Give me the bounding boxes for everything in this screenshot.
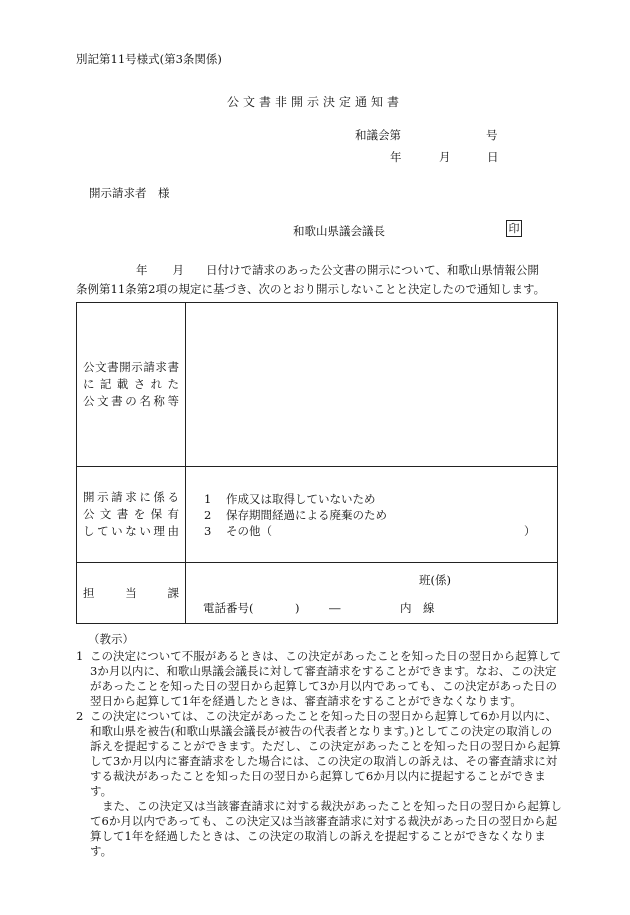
reason-item[interactable]: 1 作成又は取得していないため [204,491,376,506]
body-text-a: 日付けで請求のあった公文書の開示について、和歌山県情報公開 [206,263,539,277]
phone-dash: ― [329,601,341,615]
reason-label: 開示請求に係る 公文書を保有 していない理由 [77,467,186,563]
date-year: 年 [390,150,402,164]
table-row-reason [77,467,558,563]
note-item: 2 この決定については、この決定があったことを知った日の翌日から起算して6か月以内に、和歌山県を被告(和歌山県議会議長が被告の代表者となります。)としてこの決定の取消しの訴えを提起することができます。ただし、この決定があったことを知った日の翌日から起算して3か月以内に審査請求をした場合には、この決定の取消しの訴えは、その審査請求に対する裁決があったことを知った日の翌日から起算して6か月以内に提起することができます。 [76,709,561,798]
body-month: 月 [172,263,184,277]
reason-item[interactable]: 2 保存期間経過による廃棄のため [204,507,387,522]
section-label: 班(係) [419,573,451,587]
body-text-b: 条例第11条第2項の規定に基づき、次のとおり開示しないことと決定したので通知します。 [76,282,546,296]
instruction-notes [76,632,562,859]
table-row-document-name [77,303,558,467]
note-item-sub: また、この決定又は当該審査請求に対する裁決があったことを知った日の翌日から起算して6か月以内であっても、この決定又は当該審査請求に対する裁決があった日の翌日から起算して1年を経過したときは、この決定の取消しの訴えを提起することができなくなります。 [90,799,562,858]
extension-label: 内 線 [400,601,435,615]
reference-suffix: 号 [486,128,498,142]
notice-line-1 [76,261,561,280]
reason-item[interactable]: 3 その他（ ） [204,523,536,538]
reference-prefix: 和議会第 [355,128,401,142]
date-month: 月 [439,150,451,164]
note-item: 1 この決定について不服があるときは、この決定があったことを知った日の翌日から起算して3か月以内に、和歌山県議会議長に対して審査請求をすることができます。なお、この決定があったことを知った日の翌日から起算して3か月以内であっても、この決定があった日の翌日から起算して1年を経過したときは、審査請求をすることができなくなります。 [76,649,562,708]
phone-close: ) [295,601,300,615]
department-value[interactable] [186,563,558,624]
date-day: 日 [487,150,499,164]
department-label: 担 当 課 [77,563,186,624]
table-row-department [77,563,558,624]
notice-body [76,261,561,299]
notes-heading: （教示） [88,632,134,646]
form-number: 別記第11号様式(第3条関係) [76,52,222,66]
recipient: 開示請求者 様 [89,186,170,200]
document-name-label: 公文書開示請求書 に記載された 公文書の名称等 [77,303,186,467]
document-title: 公文書非開示決定通知書 [226,95,403,109]
seal-mark: 印 [506,220,522,237]
sender: 和歌山県議会議長 [293,224,385,238]
body-year: 年 [136,263,148,277]
reason-options [186,467,558,563]
phone-label: 電話番号( [203,601,254,615]
document-name-value[interactable] [186,303,558,467]
decision-table [76,302,558,624]
